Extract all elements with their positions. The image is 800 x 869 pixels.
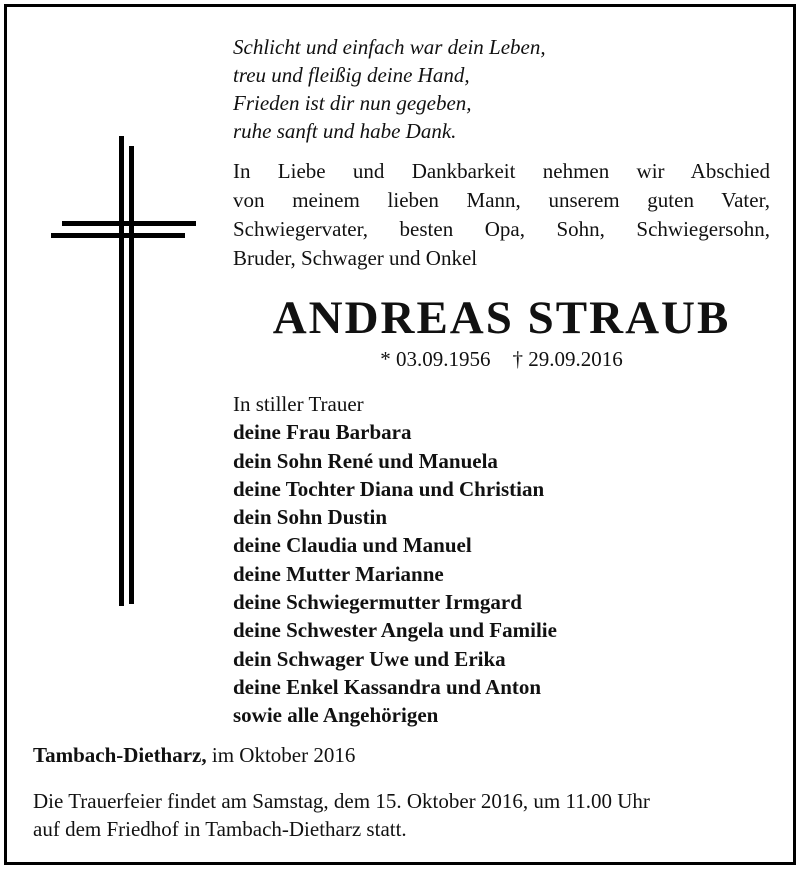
- funeral-service-info: [33, 787, 773, 843]
- poem-line: Frieden ist dir nun gegeben,: [233, 91, 472, 115]
- poem-line: ruhe sanft und habe Dank.: [233, 119, 457, 143]
- farewell-line: In Liebe und Dankbarkeit nehmen wir Abschied: [233, 159, 770, 183]
- mourner: dein Sohn Dustin: [233, 505, 388, 530]
- farewell-text: [233, 157, 770, 273]
- mourner: deine Tochter Diana und Christian: [233, 476, 545, 501]
- mourner: deine Mutter Marianne: [233, 561, 444, 586]
- birth-date: * 03.09.1956: [380, 347, 491, 371]
- deceased-name: ANDREAS STRAUB: [272, 292, 731, 344]
- mourners-list: [233, 390, 773, 730]
- mourner: dein Schwager Uwe und Erika: [233, 646, 506, 671]
- mourner: deine Claudia und Manuel: [233, 533, 472, 558]
- poem-line: treu und fleißig deine Hand,: [233, 63, 470, 87]
- poem-line: Schlicht und einfach war dein Leben,: [233, 35, 546, 59]
- life-dates: [233, 345, 770, 373]
- town-name: Tambach-Dietharz,: [33, 743, 207, 767]
- mourner: deine Schwester Angela und Familie: [233, 618, 557, 643]
- place-date-line: [33, 741, 773, 769]
- mourner: deine Enkel Kassandra und Anton: [233, 674, 542, 699]
- farewell-line: von meinem lieben Mann, unserem guten Vater,: [233, 188, 770, 212]
- notice-date: im Oktober 2016: [211, 743, 356, 767]
- mourners-heading: In stiller Trauer: [233, 392, 364, 416]
- mourner: deine Frau Barbara: [233, 420, 412, 445]
- service-line: auf dem Friedhof in Tambach-Dietharz statt.: [33, 817, 407, 841]
- memorial-poem: [233, 33, 773, 145]
- farewell-line: Bruder, Schwager und Onkel: [233, 246, 478, 270]
- death-date: † 29.09.2016: [512, 347, 623, 371]
- farewell-line: Schwiegervater, besten Opa, Sohn, Schwiegersohn,: [233, 217, 770, 241]
- mourner: deine Schwiegermutter Irmgard: [233, 590, 522, 615]
- mourner: dein Sohn René und Manuela: [233, 448, 498, 473]
- service-line: Die Trauerfeier findet am Samstag, dem 15. Oktober 2016, um 11.00 Uhr: [33, 789, 650, 813]
- mourner: sowie alle Angehörigen: [233, 703, 439, 728]
